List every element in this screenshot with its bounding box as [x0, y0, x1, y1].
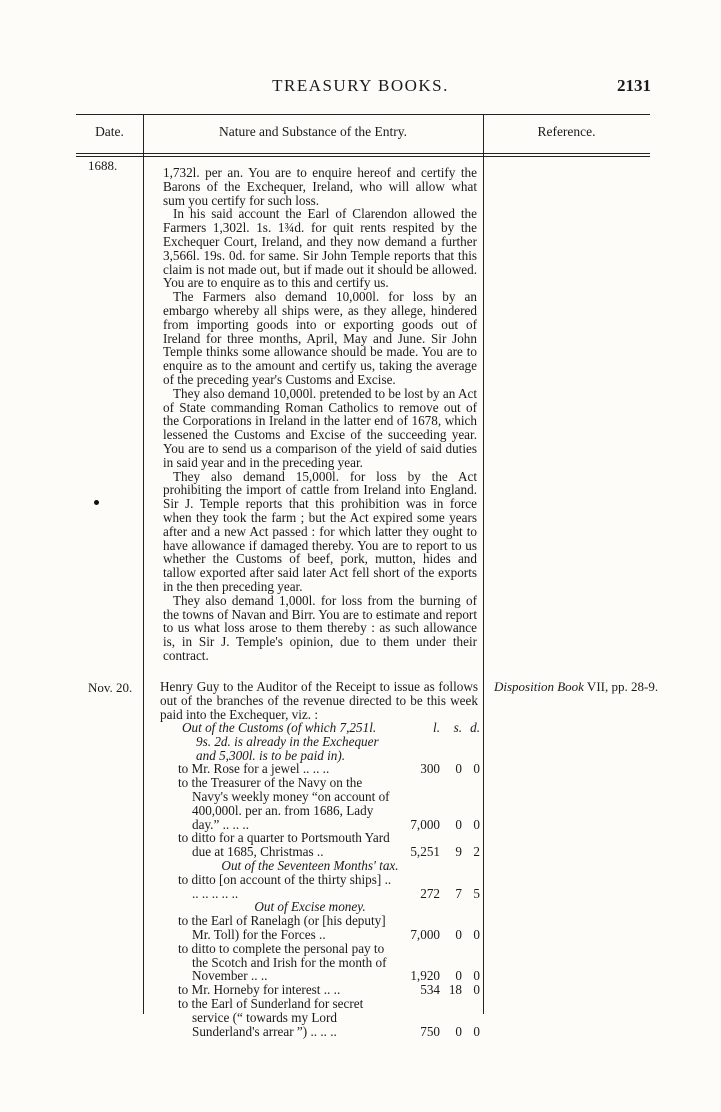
entry-date: 1688.: [88, 158, 118, 173]
ledger-item: to the Earl of Ranelagh (or [his deputy] Mr. Toll) for the Forces ..: [178, 913, 386, 942]
paragraph: 1,732l. per an. You are to enquire hereof and certify the Barons of the Exchequer, Ireland, who will allow what sum you certify for such loss.: [163, 165, 477, 208]
ledger-row: to ditto for a quarter to Portsmouth Yard due at 1685, Christmas .. 5,251 9 2: [160, 831, 480, 859]
header-bottom-rule-2: [76, 156, 650, 157]
ledger-item: to Mr. Horneby for interest .. ..: [178, 982, 341, 998]
column-divider-right: [483, 114, 484, 1014]
entry-intro: Henry Guy to the Auditor of the Receipt to issue as follows out of the branches of the revenue directed to be this week paid into the Exchequer, viz. :: [160, 679, 478, 722]
ledger-row: to the Earl of Sunderland for secret service (“ towards my Lord Sunderland's arrear ”) .. .. .. 750 0 0: [160, 997, 480, 1038]
entry-date: Nov. 20.: [88, 680, 133, 695]
column-heading-reference: Reference.: [537, 124, 596, 139]
margin-mark: [94, 500, 99, 505]
page-header: [0, 76, 721, 106]
ledger-row: to the Earl of Ranelagh (or [his deputy] Mr. Toll) for the Forces .. 7,000 0 0: [160, 914, 480, 942]
paragraph: In his said account the Earl of Clarendon allowed the Farmers 1,302l. 1s. 1¾d. for quit rents respited by the Exchequer Court, Ireland, and they now demand a further 3,566l. 19s. 0d. for same. Sir John Temple reports that this claim is not made out, but if made out it should be allowed. You are to enquire as to this and certify us.: [163, 206, 477, 291]
running-title: TREASURY BOOKS.: [272, 76, 449, 95]
ledger-item: to ditto for a quarter to Portsmouth Yard due at 1685, Christmas ..: [178, 830, 390, 860]
paragraph: They also demand 10,000l. pretended to be lost by an Act of State commanding Roman Catholics to remove out of the Corporations in Ireland in the latter end of 1678, which lessened the Customs and Excise of the succeeding year. You are to send us a comparison of the yield of said duties in said year and in the preceding year.: [163, 385, 477, 470]
paragraph: They also demand 15,000l. for loss by the Act prohibiting the import of cattle from Ireland into England. Sir J. Temple reports that this prohibition was in force when they took the farm ; but the Act expired some years after and a new Act passed : for which latter they ought to have allowance if damaged thereby. You are to report to us whether the Customs of beef, pork, mutton, hides and tallow exported after said later Act fell short of the exports in the then preceding year.: [163, 468, 477, 594]
column-heading-date: Date.: [95, 124, 124, 139]
excise-heading: Out of Excise money.: [254, 899, 366, 915]
top-rule: [76, 114, 650, 115]
seventeen-months-heading: Out of the Seventeen Months' tax.: [221, 857, 399, 873]
header-bottom-rule: [76, 153, 650, 154]
column-heading-nature: Nature and Substance of the Entry.: [218, 124, 408, 139]
reference-book: Disposition Book: [494, 679, 584, 694]
paragraph: They also demand 1,000l. for loss from the burning of the towns of Navan and Birr. You are to estimate and report to us what loss arose to them thereby : as such allowance is, in Sir J. Temple's opinion, due to them under their contract.: [163, 592, 477, 663]
column-divider-left: [143, 114, 144, 1014]
entry-body: [163, 166, 477, 663]
ledger-item: to the Earl of Sunderland for secret service (“ towards my Lord Sunderland's arrear ”) .. .. ..: [178, 995, 364, 1039]
reference-pages: VII, pp. 28-9.: [583, 679, 659, 694]
customs-heading-row: [160, 721, 480, 762]
ledger-item: to Mr. Rose for a jewel .. .. ..: [178, 761, 330, 777]
ledger-item: to ditto to complete the personal pay to the Scotch and Irish for the month of November .. ..: [178, 940, 387, 984]
ledger-item: to ditto [on account of the thirty ships] .. .. .. .. .. ..: [178, 871, 392, 901]
ledger-item: to the Treasurer of the Navy on the Navy's weekly money “on account of 400,000l. per an. from 1686, Lady day.” .. .. ..: [178, 775, 390, 832]
ledger-row: to Mr. Horneby for interest .. .. 534 18 0: [160, 983, 480, 997]
customs-heading: Out of the Customs (of which 7,251l. 9s. 2d. is already in the Exchequer and 5,300l. is to be paid in).: [182, 720, 379, 763]
ledger: [160, 721, 480, 1038]
entry-reference: [494, 680, 664, 694]
ledger-row: to ditto to complete the personal pay to the Scotch and Irish for the month of November .. .. 1,920 0 0: [160, 942, 480, 983]
ledger-row: to Mr. Rose for a jewel .. .. .. 300 0 0: [160, 762, 480, 776]
ledger-row: to the Treasurer of the Navy on the Navy's weekly money “on account of 400,000l. per an. from 1686, Lady day.” .. .. .. 7,000 0 0: [160, 776, 480, 831]
ledger-row: to ditto [on account of the thirty ships] .. .. .. .. .. .. 272 7 5: [160, 873, 480, 901]
lsd-header: l. s. d.: [433, 720, 480, 735]
page-number: 2131: [617, 76, 651, 95]
paragraph: The Farmers also demand 10,000l. for loss by an embargo whereby all ships were, as they allege, hindered from importing goods into or exporting goods out of Ireland for three months, April, May and June. Sir John Temple thinks some allowance should be made. You are to enquire as to the amount and certify us, taking the average of the preceding year's Customs and Excise.: [163, 289, 477, 387]
